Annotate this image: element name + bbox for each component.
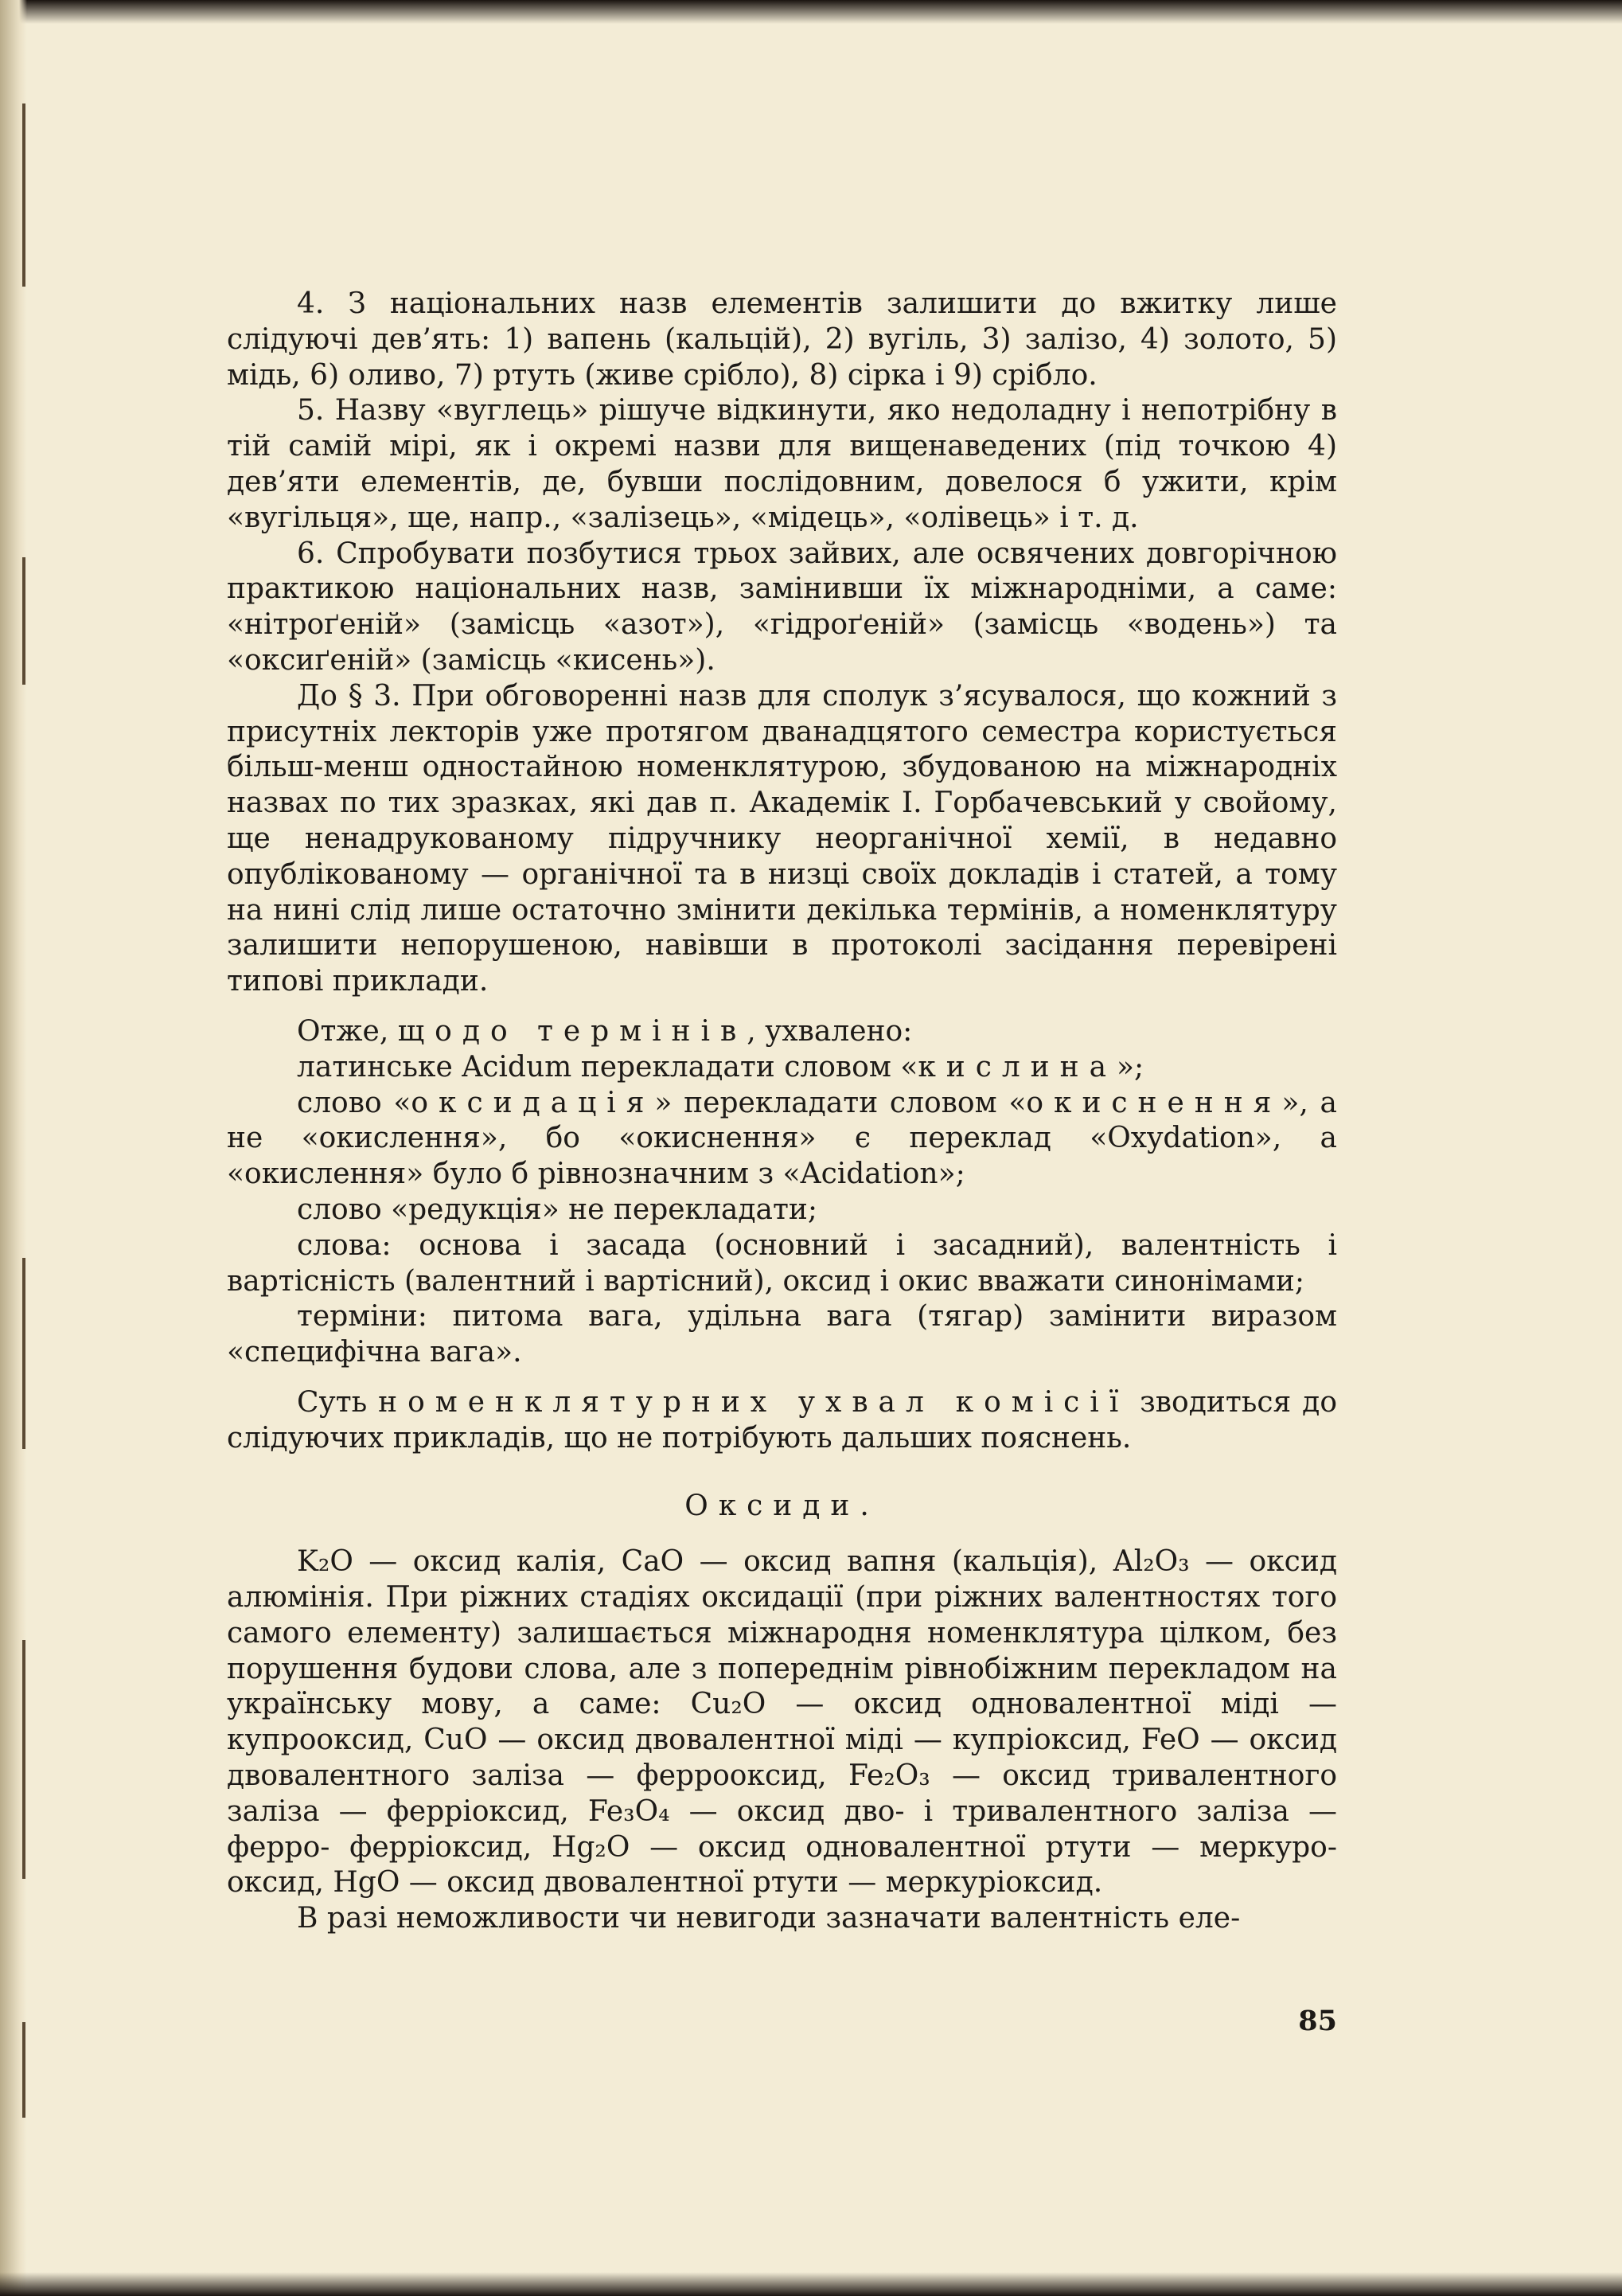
binding-mark <box>22 103 25 287</box>
paragraph-terms-intro: Отже, щодо термінів, ухвалено: <box>297 1014 913 1048</box>
paragraph-point-4: 4. З національних назв елементів залишити до вжитку лише слідуючі дев’ять: 1) вапень (кальцій), 2) вугіль, 3) залізо, 4) золото, 5) мідь, 6) оливо, 7) ртуть (живе срібло), 8) сірка і 9) срібло. <box>227 287 1337 392</box>
paragraph-section-3: До § 3. При обговоренні назв для сполук з’ясувалося, що кожний з присутніх лекторів уже протягом дванадцятого семестра користується більш-менш одностайною номенклятурою, збудованою на міжнародніх назвах по тих зразках, які дав п. Академік І. Горбачевський у свойому, ще ненадрукованому підручнику неорганічної хемії, в недавно опублікованому — органічної та в низці своїх докладів і статей, а тому на нині слід лише остаточно змінити декілька термінів, а номенклятуру залишити непорушеною, навівши в протоколі засідання перевірені типові приклади. <box>227 679 1337 998</box>
page-binding-edge <box>0 0 27 2296</box>
paragraph-reduction: слово «редукція» не перекладати; <box>297 1193 818 1226</box>
bottom-edge-shadow <box>0 2272 1622 2296</box>
paragraph-synonyms: слова: основа і засада (основний і засадний), валентність і вартісність (валентний і вартісний), оксид і окис вважати синонімами; <box>227 1228 1337 1298</box>
paragraph-specific-weight: терміни: питома вага, удільна вага (тягар) замінити виразом «специфічна вага». <box>227 1300 1337 1369</box>
paragraph-acidum: латинське Acidum перекладати словом «кислина»; <box>297 1050 1144 1084</box>
binding-mark <box>22 1640 25 1879</box>
binding-mark <box>22 2022 25 2118</box>
paragraph-point-5: 5. Назву «вуглець» рішуче відкинути, яко недоладну і непотрібну в тій самій мірі, як і окремі назви для вищенаведених (під точкою 4) дев’яти елементів, де, бувши послідовним, довелося б ужити, крім «вугільця», ще, напр., «залізець», «мідець», «олівець» і т. д. <box>227 394 1337 534</box>
top-edge-shadow <box>0 0 1622 24</box>
paragraph-oxides: K₂O — оксид калія, CaO — оксид вапня (кальція), Al₂O₃ — оксид алюмінія. При ріжних стадіях оксидації (при ріжних валентностях того самого елементу) залишається міжнародня номенклятура цілком, без порушення будови слова, але з попереднім рівнобіжним перекладом на українську мову, а саме: Cu₂O — оксид одновалентної міді — купрооксид, CuO — оксид двовалентної міді — купріоксид, FeO — оксид двовалентного заліза — феррооксид, Fe₂O₃ — оксид тривалентного заліза — ферріоксид, Fe₃O₄ — оксид дво- і тривалентного заліза — ферро- ферріоксид, Hg₂O — оксид одновалентної ртути — меркуро-оксид, HgO — оксид двовалентної ртути — меркуріоксид. <box>227 1545 1337 1900</box>
section-heading-oxides: Оксиди. <box>684 1489 879 1522</box>
paragraph-oxydation: слово «оксидація» перекладати словом «окиснення», а не «окислення», бо «окиснення» є переклад «Oxydation», а «окислення» було б рівнозначним з «Acidation»; <box>227 1086 1337 1191</box>
binding-mark <box>22 1258 25 1449</box>
paragraph-commission-summary: Суть номенклятурних ухвал комісії зводиться до слідуючих прикладів, що не потрібують дальших пояснень. <box>227 1385 1337 1455</box>
page-number: 85 <box>1298 2005 1337 2037</box>
paragraph-point-6: 6. Спробувати позбутися трьох зайвих, але освячених довгорічною практикою національних назв, замінивши їх міжнародніми, а саме: «нітроґеній» (замісць «азот»), «гідроґеній» (замісць «водень») та «оксиґеній» (замісць «кисень»). <box>227 537 1337 677</box>
body-text <box>227 287 1337 1937</box>
paragraph-valence: В разі неможливости чи невигоди зазначати валентність еле- <box>297 1902 1241 1935</box>
binding-mark <box>22 557 25 685</box>
